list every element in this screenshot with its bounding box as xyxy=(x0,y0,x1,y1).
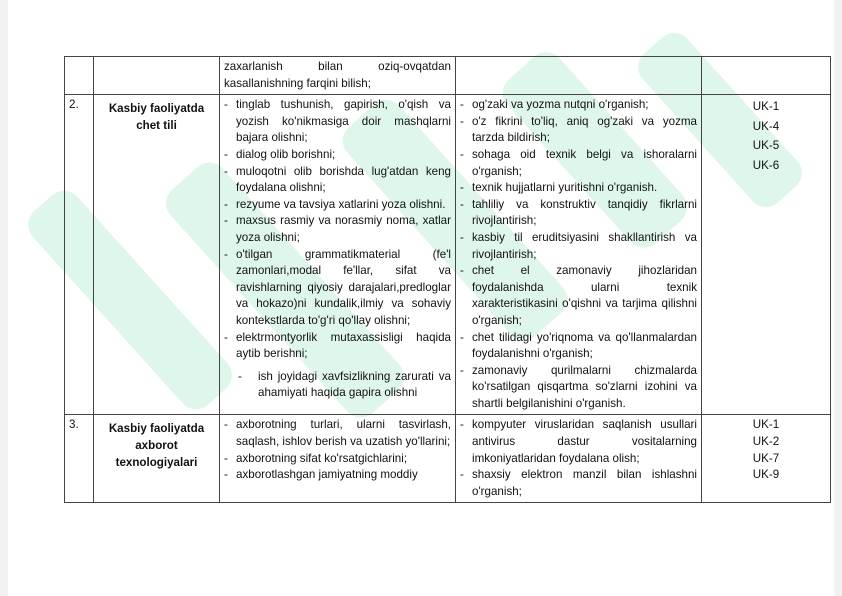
competency-code: UK-7 xyxy=(752,451,780,465)
competency-codes xyxy=(706,417,826,483)
knowledge-list xyxy=(460,417,697,500)
cell-uk xyxy=(702,57,831,95)
list-item: - axborotning turlari, ularni tasvirlash, saqlash, ishlov berish va uzatish yo'llarini; xyxy=(224,417,451,450)
list-item: - og'zaki va yozma nutqni o'rganish; xyxy=(460,97,697,114)
list-item: - tinglab tushunish, gapirish, o'qish va yozish ko'nikmasiga doir mashqlarni bajara olishni; xyxy=(224,97,451,147)
skills-list xyxy=(224,417,451,483)
cell-skills xyxy=(220,57,456,95)
competency-code: UK-2 xyxy=(752,435,780,449)
cell-uk xyxy=(702,95,831,415)
cell-knowledge xyxy=(456,95,702,415)
competency-code: UK-5 xyxy=(752,139,780,153)
list-item: - axborotning sifat ko'rsatgichlarini; xyxy=(224,451,451,468)
table-row xyxy=(65,415,831,503)
list-item: - axborotlashgan jamiyatning moddiy xyxy=(224,467,451,484)
list-item: - ish joyidagi xavfsizlikning zarurati va ahamiyati haqida gapira olishni xyxy=(224,369,451,402)
cell-num: 3. xyxy=(65,415,94,503)
cell-uk xyxy=(702,415,831,503)
list-item: - texnik hujjatlarni yuritishni o'rganish. xyxy=(460,180,697,197)
list-item: - tahliliy va konstruktiv tanqidiy fikrlarni rivojlantirish; xyxy=(460,197,697,230)
list-item: - maxsus rasmiy va norasmiy noma, xatlar yoza olishni; xyxy=(224,213,451,246)
knowledge-list xyxy=(460,97,697,412)
list-item: - rezyume va tavsiya xatlarini yoza olishni. xyxy=(224,197,451,214)
list-item: - o'tilgan grammatikmaterial (fe'l zamonlari,modal fe'llar, sifat va ravishlarning qiyosiy darajalari,predloglar va hokazo)ni kundalik,ilmiy va sohaviy kontekstlarda to'g'ri qo'llay olishni; xyxy=(224,247,451,330)
list-item: - chet el zamonaviy jihozlaridan foydalanishda ularni texnik xarakteristikasini o'qishni va tarjima qilishni o'rganish; xyxy=(460,263,697,329)
cell-num: 2. xyxy=(65,95,94,415)
cell-subject: Kasbiy faoliyatda axborot texnologiyalari xyxy=(94,415,220,503)
list-item: - kompyuter viruslaridan saqlanish usullari antivirus dastur vositalarning imkoniyatlaridan foydalana olish; xyxy=(460,417,697,467)
curriculum-table xyxy=(64,56,831,503)
competency-code: UK-6 xyxy=(752,158,780,172)
list-item: - zamonaviy qurilmalarni chizmalarda ko'rsatilgan qisqartma so'zlarni izohini va shartli belgilanishini o'rganish. xyxy=(460,363,697,413)
cell-knowledge xyxy=(456,57,702,95)
cell-num xyxy=(65,57,94,95)
competency-code: UK-4 xyxy=(752,119,780,133)
list-item: - chet tilidagi yo'riqnoma va qo'llanmalardan foydalanishni o'rganish; xyxy=(460,330,697,363)
cell-subject xyxy=(94,57,220,95)
list-item: - dialog olib borishni; xyxy=(224,147,451,164)
list-item: - muloqotni olib borishda lug'atdan keng foydalana olishni; xyxy=(224,164,451,197)
list-item: - shaxsiy elektron manzil bilan ishlashni o'rganish; xyxy=(460,467,697,500)
competency-codes xyxy=(706,97,826,175)
table-row xyxy=(65,95,831,415)
cell-knowledge xyxy=(456,415,702,503)
cell-skills xyxy=(220,95,456,415)
list-item: - o'z fikrini to'liq, aniq og'zaki va yozma tarzda bildirish; xyxy=(460,114,697,147)
skills-list xyxy=(224,97,451,402)
table-row xyxy=(65,57,831,95)
competency-code: UK-1 xyxy=(752,100,780,114)
cell-skills xyxy=(220,415,456,503)
competency-code: UK-9 xyxy=(752,468,780,482)
competency-code: UK-1 xyxy=(752,418,780,432)
list-item: - kasbiy til eruditsiyasini shakllantirish va rivojlantirish; xyxy=(460,230,697,263)
skill-continuation-text: zaxarlanish bilan oziq-ovqatdan kasallanishning farqini bilish; xyxy=(224,60,451,90)
list-item: - elektrmontyorlik mutaxassisligi haqida aytib berishni; xyxy=(224,330,451,363)
cell-subject: Kasbiy faoliyatda chet tili xyxy=(94,95,220,415)
list-item: - sohaga oid texnik belgi va ishoralarni o'rganish; xyxy=(460,147,697,180)
